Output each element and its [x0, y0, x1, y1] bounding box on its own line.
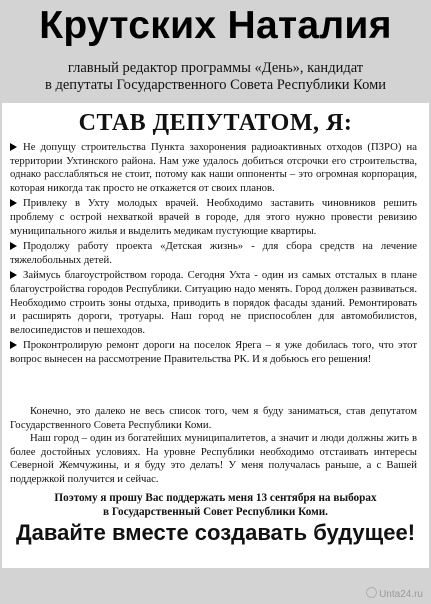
watermark-logo-icon [366, 587, 377, 598]
triangle-bullet-icon [10, 341, 17, 349]
voting-appeal [2, 491, 429, 519]
program-heading: СТАВ ДЕПУТАТОМ, Я: [78, 110, 353, 136]
candidate-subtitle [0, 60, 431, 94]
subtitle-line-2: в депутаты Государственного Совета Республики Коми [44, 77, 387, 93]
promise-item [10, 339, 417, 366]
promise-text: Не допущу строительства Пункта захоронения радиоактивных отходов (ПЗРО) на территории Ухтинского района. Нам уже удалось добиться отсрочки его строительства, однако расслабляться не стоит, потому как наши оппоненты – это огромная корпорация, которая никогда так просто не откажется от своих планов. [10, 141, 417, 194]
promise-item [10, 269, 417, 337]
program-sheet [2, 103, 429, 568]
promise-text: Проконтролирую ремонт дороги на поселок Ярега – я уже добилась того, что этот вопрос вынесен на рассмотрение Правительства РК. И я добьюсь его решения! [10, 339, 417, 365]
subtitle-line-1: главный редактор программы «День», кандидат [67, 60, 364, 76]
promise-item [10, 240, 417, 267]
promise-item [10, 141, 417, 195]
candidate-name: Крутских Наталия [39, 4, 392, 47]
closing-paragraph: Конечно, это далеко не весь список того, чем я буду заниматься, став депутатом Государственного Совета Республики Коми. [10, 405, 417, 431]
watermark-text: Unta24.ru [379, 589, 423, 600]
appeal-line-2: в Государственный Совет Республики Коми. [103, 506, 328, 518]
triangle-bullet-icon [10, 143, 17, 151]
site-watermark [366, 587, 423, 600]
promise-text: Продолжу работу проекта «Детская жизнь» - для сбора средств на лечение тяжелобольных детей. [10, 240, 417, 266]
promise-text: Привлеку в Ухту молодых врачей. Необходимо заставить чиновников решить проблему с острой нехваткой врачей в городе, для этого нужно провести ревизию муниципального жилья и выделить медикам пустующие квартиры. [10, 197, 417, 237]
promise-list [10, 141, 417, 369]
promise-item [10, 197, 417, 238]
triangle-bullet-icon [10, 242, 17, 250]
promise-text: Займусь благоустройством города. Сегодня Ухта - один из самых отсталых в плане благоустройства городов Республики. Ситуацию надо менять. Город должен развиваться. Необходимо строить зоны отдыха, приводить в порядок фасады зданий. Ремонтировать и расширять дороги, тротуары. Наш город не приспособлен для автомобилистов, велосипедистов и пешеходов. [10, 269, 417, 336]
triangle-bullet-icon [10, 199, 17, 207]
closing-text [10, 405, 417, 487]
closing-paragraph: Наш город – один из богатейших муниципалитетов, а значит и люди должны жить в более достойных условиях. На уровне Республики необходимо отстаивать интересы Северной Жемчужины, и я буду это делать! У меня получалась раньше, а с Вашей поддержкой получится и сейчас. [10, 432, 417, 485]
appeal-line-1: Поэтому я прошу Вас поддержать меня 13 сентября на выборах [54, 492, 377, 504]
campaign-slogan: Давайте вместе создавать будущее! [15, 520, 416, 545]
triangle-bullet-icon [10, 271, 17, 279]
